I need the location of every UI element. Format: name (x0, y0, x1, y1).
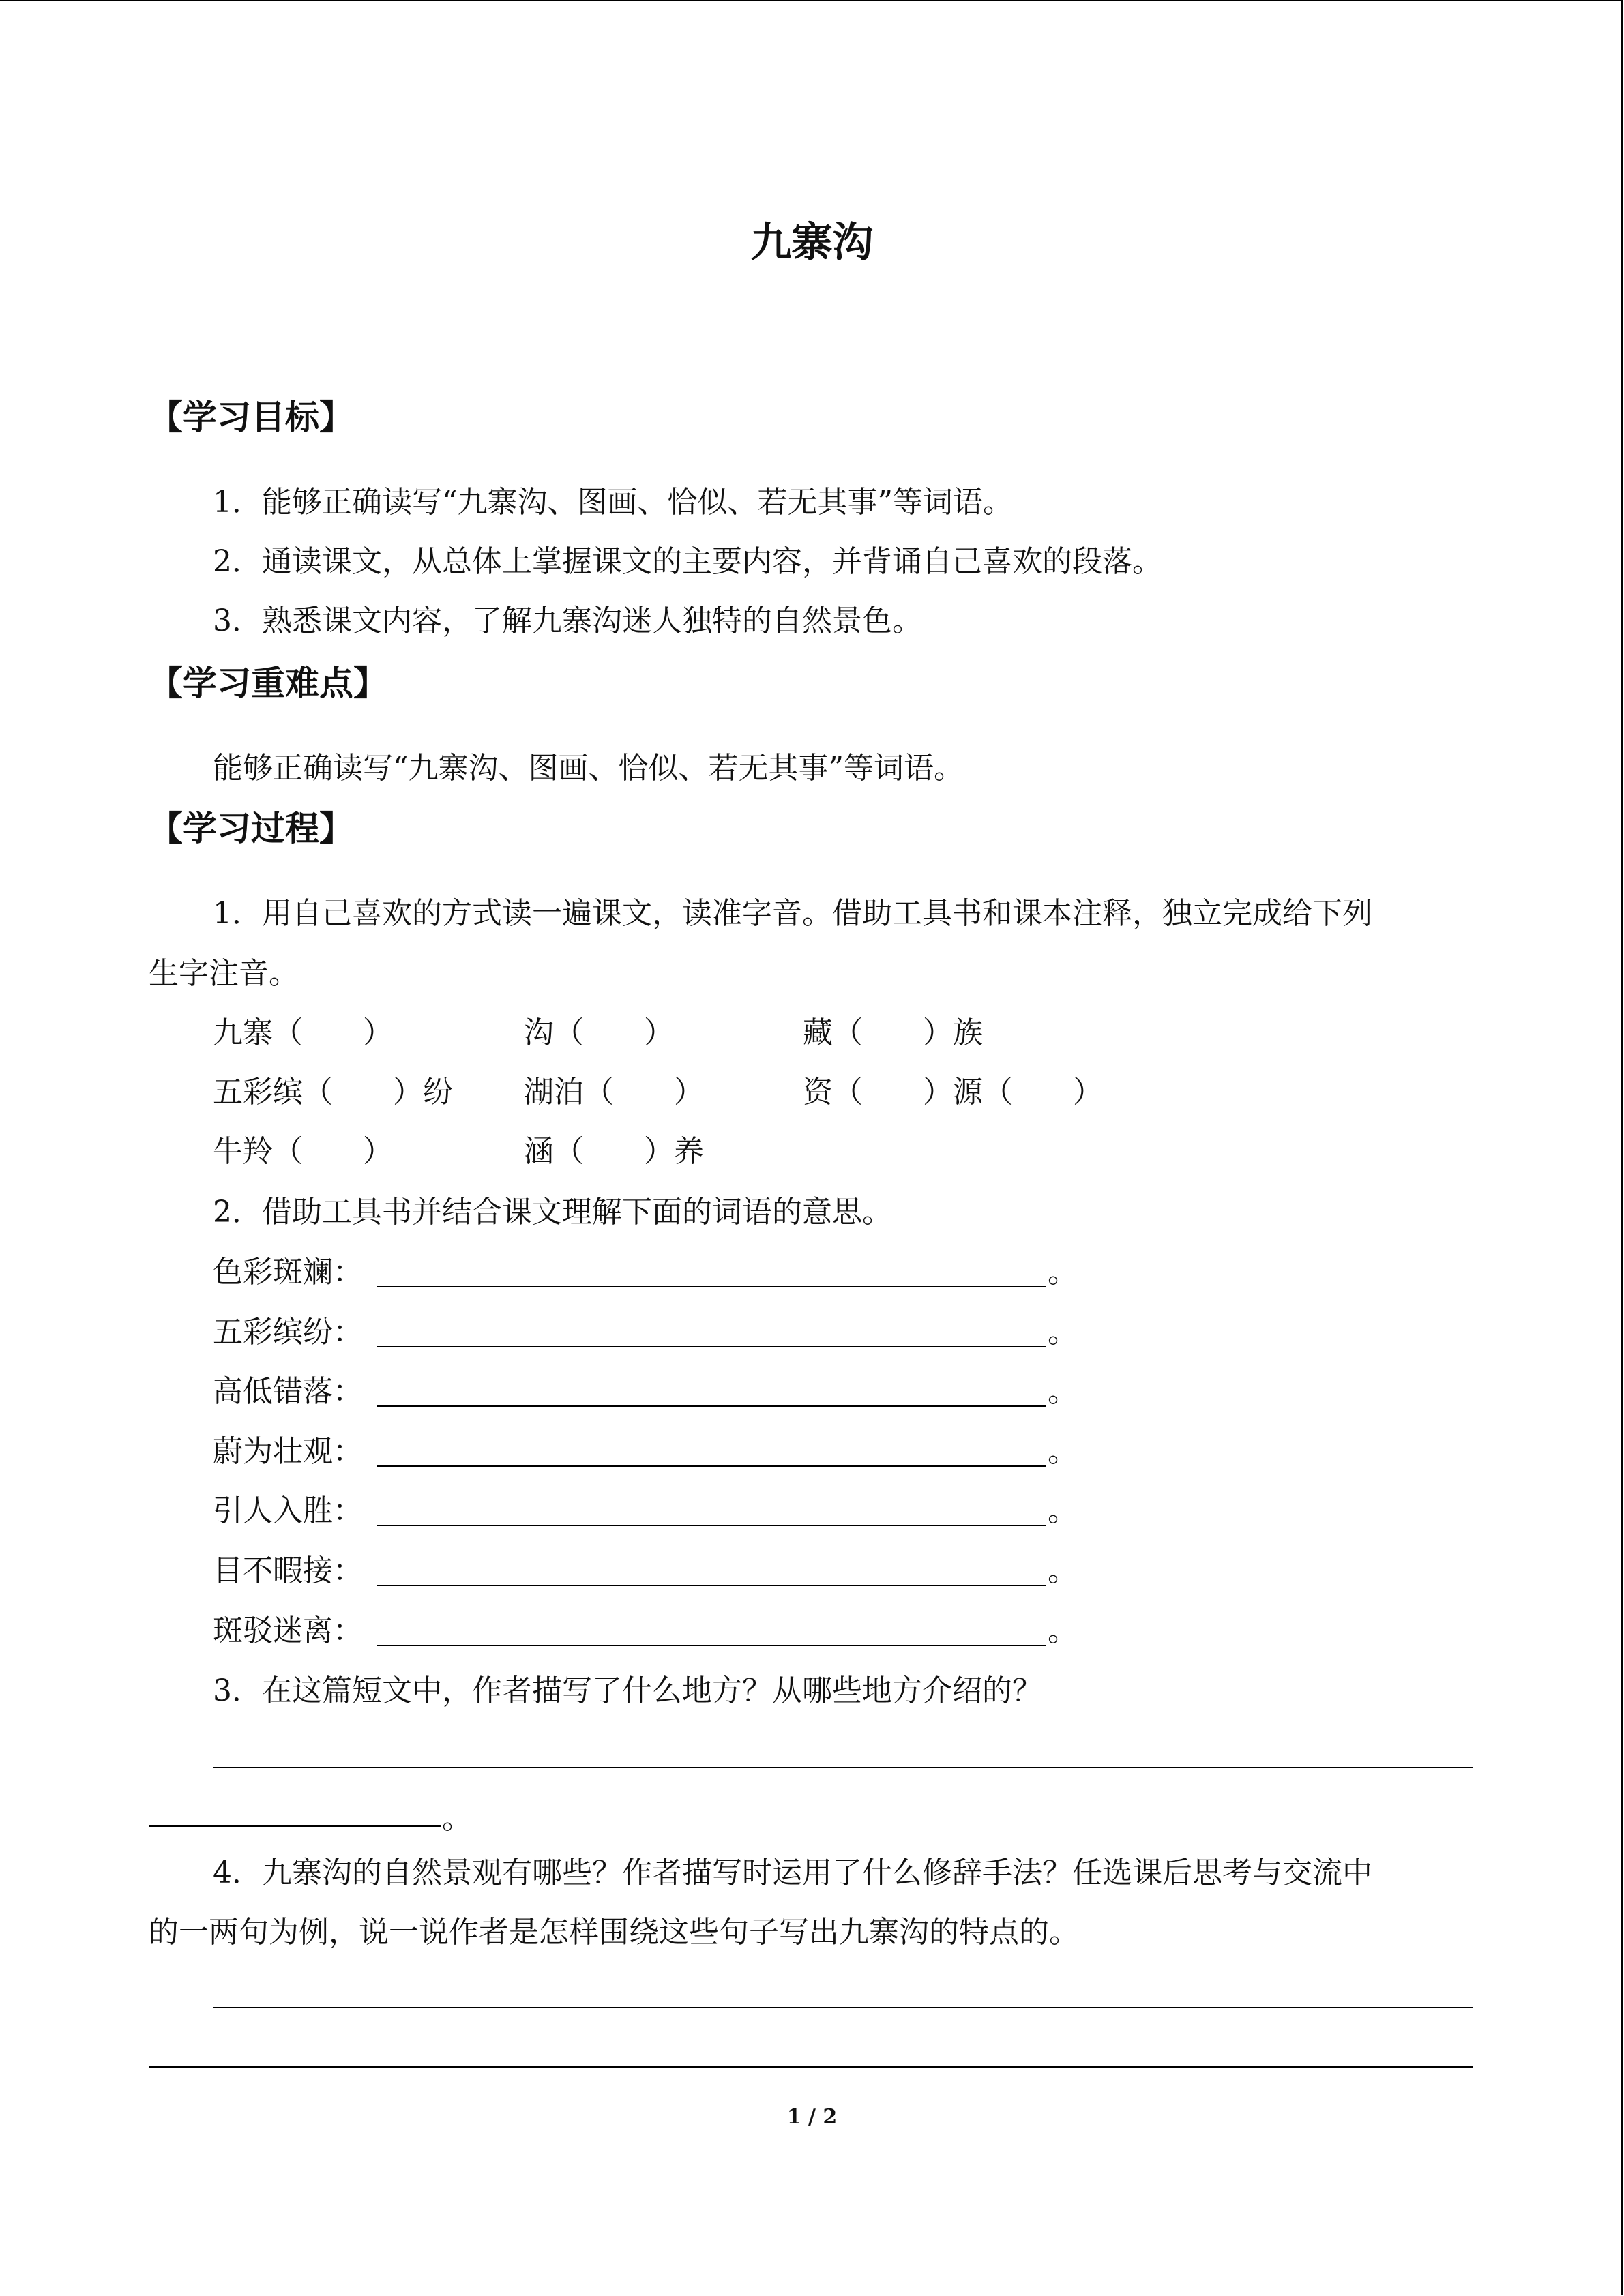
vocab-term: 蔚为壮观： (213, 1434, 363, 1469)
answer-line[interactable] (377, 1286, 1046, 1287)
period: 。 (1048, 1553, 1078, 1588)
question-3: 3．在这篇短文中，作者描写了什么地方？从哪些地方介绍的？ (213, 1673, 1042, 1708)
pinyin-item: 藏（ ）族 (803, 1015, 983, 1050)
answer-line[interactable] (377, 1405, 1046, 1407)
objectives-heading: 【学习目标】 (149, 398, 353, 437)
answer-line[interactable] (377, 1585, 1046, 1586)
page-number: 1 / 2 (786, 2105, 838, 2129)
key-points-text: 能够正确读写“九寨沟、图画、恰似、若无其事”等词语。 (213, 751, 964, 786)
pinyin-item: 九寨（ ） (213, 1015, 393, 1050)
period: 。 (442, 1801, 472, 1836)
period: 。 (1048, 1315, 1078, 1350)
answer-line[interactable] (377, 1465, 1046, 1467)
key-points-heading: 【学习重难点】 (149, 664, 387, 703)
vocab-term: 五彩缤纷： (213, 1315, 363, 1350)
pinyin-item: 沟（ ） (524, 1015, 674, 1050)
answer-line[interactable] (213, 1767, 1473, 1768)
objective-item: 3．熟悉课文内容，了解九寨沟迷人独特的自然景色。 (213, 603, 922, 638)
pinyin-item: 湖泊（ ） (524, 1075, 704, 1109)
question-1-line-1: 1．用自己喜欢的方式读一遍课文，读准字音。借助工具书和课本注释，独立完成给下列 (213, 896, 1372, 931)
pinyin-item: 五彩缤（ ）纷 (213, 1075, 453, 1109)
pinyin-item: 涵（ ）养 (524, 1134, 704, 1169)
vocab-term: 高低错落： (213, 1374, 363, 1409)
period: 。 (1048, 1255, 1078, 1289)
page-title: 九寨沟 (750, 219, 874, 267)
period: 。 (1048, 1613, 1078, 1648)
pinyin-item: 牛羚（ ） (213, 1134, 393, 1169)
period: 。 (1048, 1434, 1078, 1469)
answer-line[interactable] (377, 1346, 1046, 1347)
answer-line[interactable] (377, 1645, 1046, 1646)
footer-divider (149, 2066, 1473, 2068)
question-2: 2．借助工具书并结合课文理解下面的词语的意思。 (213, 1195, 892, 1229)
vocab-term: 引人入胜： (213, 1493, 363, 1528)
question-1-line-2: 生字注音。 (149, 956, 299, 991)
answer-line[interactable] (149, 1825, 441, 1827)
period: 。 (1048, 1374, 1078, 1409)
vocab-term: 目不暇接： (213, 1553, 363, 1588)
question-4-line-2: 的一两句为例，说一说作者是怎样围绕这些句子写出九寨沟的特点的。 (149, 1915, 1079, 1950)
answer-line[interactable] (377, 1525, 1046, 1526)
question-4-line-1: 4．九寨沟的自然景观有哪些？作者描写时运用了什么修辞手法？任选课后思考与交流中 (213, 1855, 1372, 1890)
objective-item: 2．通读课文，从总体上掌握课文的主要内容，并背诵自己喜欢的段落。 (213, 544, 1162, 579)
objective-item: 1．能够正确读写“九寨沟、图画、恰似、若无其事”等词语。 (213, 485, 1013, 520)
process-heading: 【学习过程】 (149, 809, 353, 848)
vocab-term: 色彩斑斓： (213, 1255, 363, 1289)
answer-line[interactable] (213, 2007, 1473, 2008)
vocab-term: 斑驳迷离： (213, 1613, 363, 1648)
pinyin-item: 资（ ）源（ ） (803, 1075, 1103, 1109)
period: 。 (1048, 1493, 1078, 1528)
